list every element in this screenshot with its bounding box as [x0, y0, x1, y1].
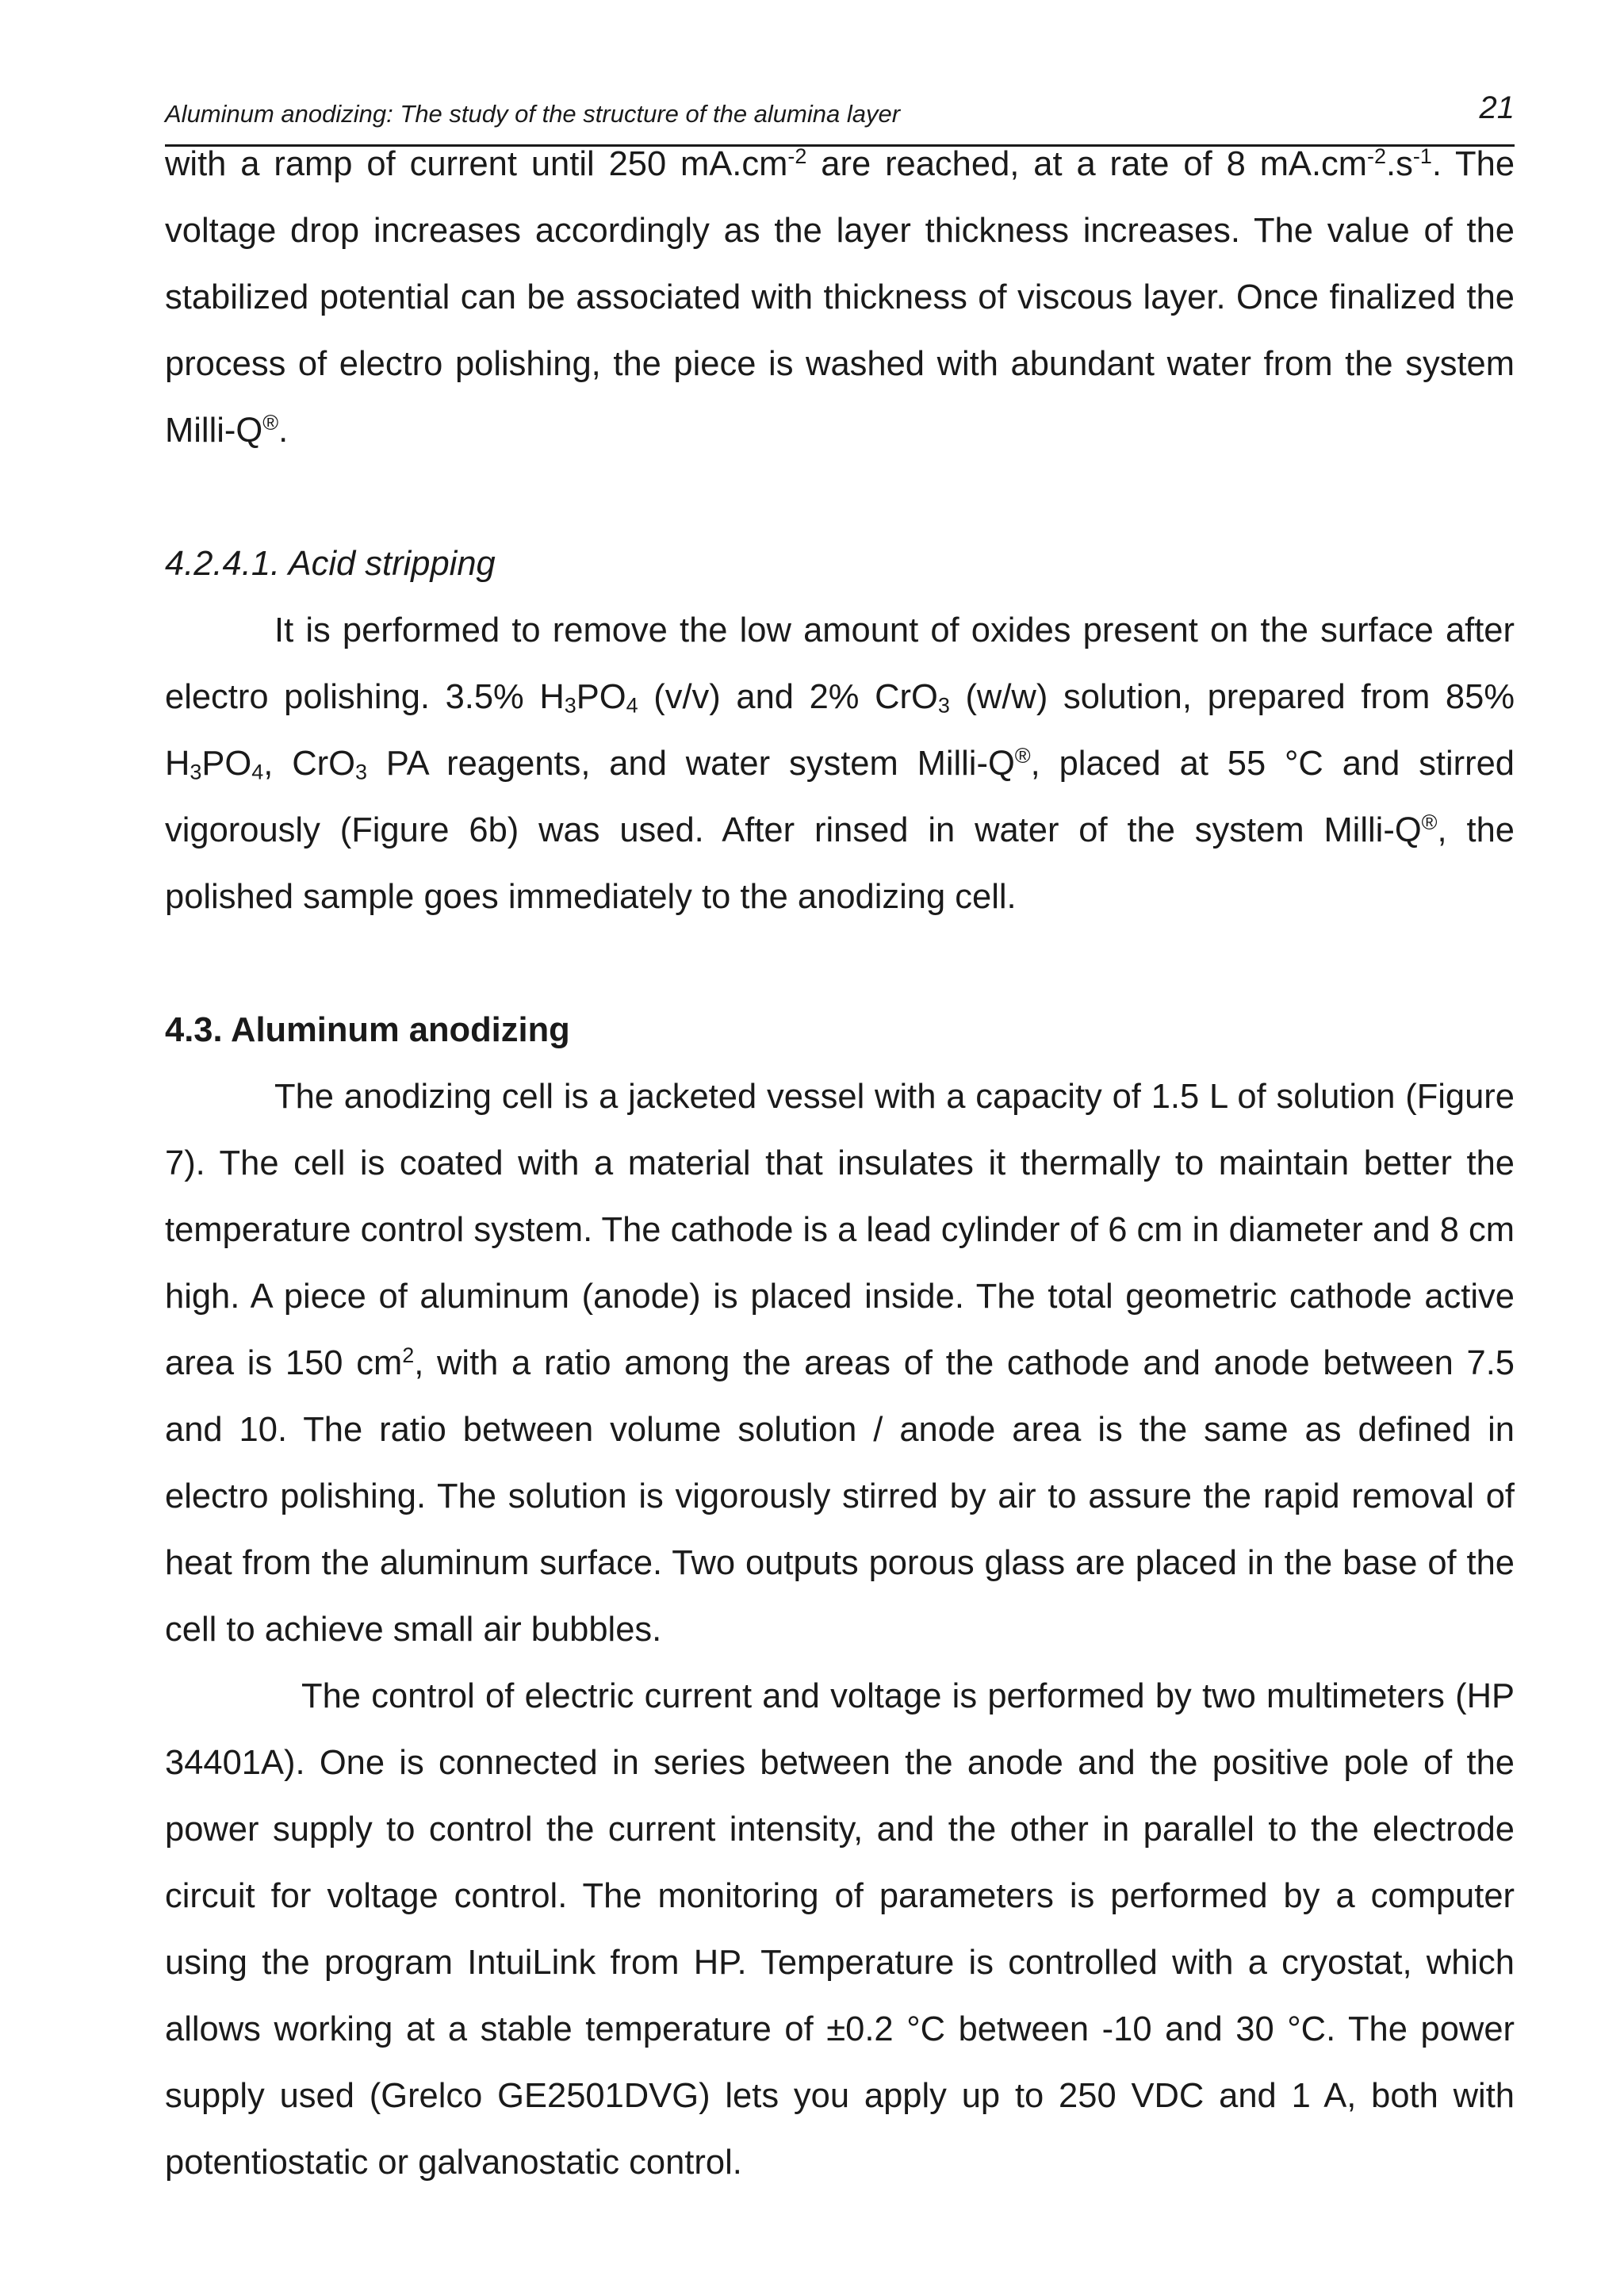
page-number: 21	[1479, 90, 1515, 125]
subsection-heading: 4.2.4.1. Acid stripping	[165, 545, 496, 583]
paragraph-control: The control of electric current and voltage is performed by two multimeters (HP 34401A). One is connected in series between the anode and the positive pole of the power supply to control the current intensity, and the other in parallel to the electrode circuit for voltage control. The monitoring of parameters is performed by a computer using the program IntuiLink from HP. Temperature is controlled with a cryostat, which allows working at a stable temperature of ±0.2 °C between -10 and 30 °C. The power supply used (Grelco GE2501DVG) lets you apply up to 250 VDC and 1 A, both with potentiostatic or galvanostatic control.	[165, 1677, 1515, 2182]
spacer	[165, 930, 1515, 997]
section-heading: 4.3. Aluminum anodizing	[165, 1011, 570, 1049]
body-text	[165, 131, 1515, 2196]
spacer	[165, 464, 1515, 531]
paragraph-electropolishing-end: with a ramp of current until 250 $mA.cm^{-2}$ are reached, at a rate of 8 $mA.cm^{-2}.s^{-1}$. The voltage drop increases accordingly as the layer thickness increases. The value of the stabilized potential can be associated with thickness of viscous layer. Once finalized the process of electro polishing, the piece is washed with abundant water from the system Milli-Q®.	[165, 144, 1515, 450]
paragraph-acid-stripping: It is performed to remove the low amount of oxides present on the surface after electro polishing. 3.5% $H_3PO_4$ (v/v) and 2% CrO$_3$ (w/w) solution, prepared from 85% $H_3PO_4$, CrO$_3$ PA reagents, and water system Milli-Q®, placed at 55 °C and stirred vigorously (Figure 6b) was used. After rinsed in water of the system Milli-Q®, the polished sample goes immediately to the anodizing cell.	[165, 611, 1515, 916]
paragraph-anodizing-cell: The anodizing cell is a jacketed vessel with a capacity of 1.5 L of solution (Figure 7). The cell is coated with a material that insulates it thermally to maintain better the temperature control system. The cathode is a lead cylinder of 6 cm in diameter and 8 cm high. A piece of aluminum (anode) is placed inside. The total geometric cathode active area is 150 $cm^2$, with a ratio among the areas of the cathode and anode between 7.5 and 10. The ratio between volume solution / anode area is the same as defined in electro polishing. The solution is vigorously stirred by air to assure the rapid removal of heat from the aluminum surface. Two outputs porous glass are placed in the base of the cell to achieve small air bubbles.	[165, 1078, 1515, 1649]
running-title: Aluminum anodizing: The study of the structure of the alumina layer	[165, 100, 901, 128]
